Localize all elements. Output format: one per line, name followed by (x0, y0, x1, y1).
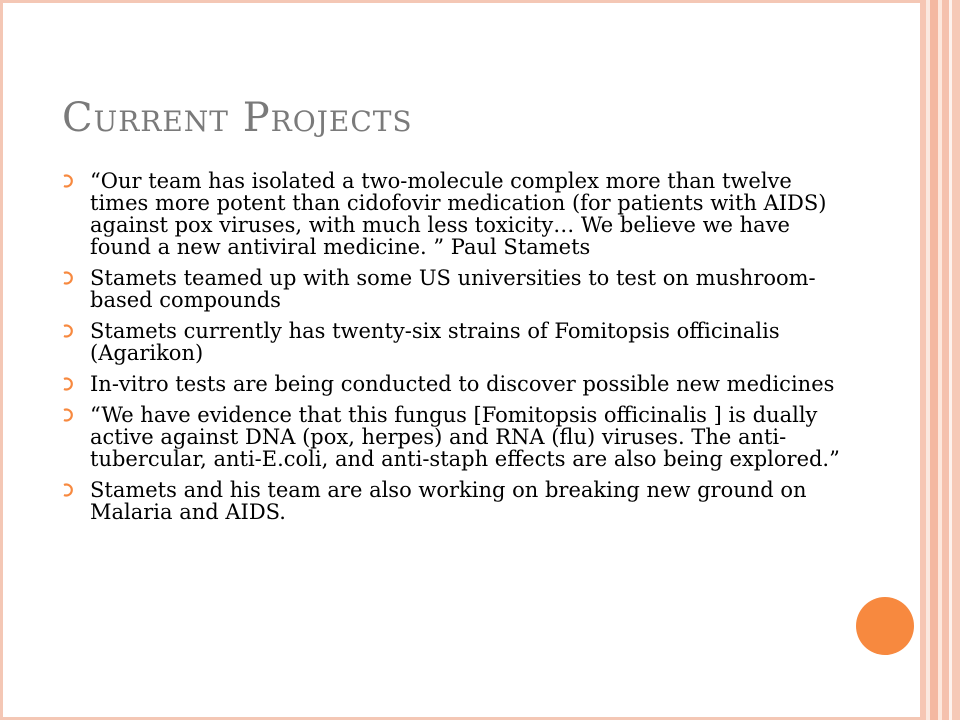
slide-title: Current Projects (62, 95, 413, 141)
orange-half-ring-icon (62, 173, 75, 189)
orange-half-ring-icon (62, 482, 75, 498)
bullet-item (62, 373, 842, 395)
bullet-text: Stamets teamed up with some US universities to test on mushroom-based compounds (90, 266, 816, 312)
stripe (930, 0, 938, 720)
bullet-text: Stamets and his team are also working on breaking new ground on Malaria and AIDS. (90, 478, 807, 524)
orange-half-ring-icon (62, 376, 75, 392)
bullet-item (62, 267, 842, 311)
bullet-list (62, 170, 842, 532)
stripe (942, 0, 949, 720)
slide-left-border (0, 0, 3, 720)
orange-half-ring-icon (62, 323, 75, 339)
orange-half-ring-icon (62, 407, 75, 423)
orange-circle-icon (856, 597, 914, 655)
bullet-text: “We have evidence that this fungus [Fomitopsis officinalis ] is dually active against DNA (pox, herpes) and RNA (flu) viruses. The anti-tubercular, anti-E.coli, and anti-staph effects are also being explored.” (90, 403, 840, 471)
orange-half-ring-icon (62, 270, 75, 286)
bullet-item (62, 479, 842, 523)
bullet-text: “Our team has isolated a two-molecule complex more than twelve times more potent than cidofovir medication (for patients with AIDS) against pox viruses, with much less toxicity… We believe we have found a new antiviral medicine. ” Paul Stamets (90, 169, 827, 259)
bullet-text: In-vitro tests are being conducted to discover possible new medicines (90, 372, 835, 396)
bullet-item (62, 170, 842, 258)
slide-top-border (0, 0, 920, 3)
bullet-item (62, 404, 842, 470)
stripe (952, 0, 960, 720)
bullet-text: Stamets currently has twenty-six strains of Fomitopsis officinalis (Agarikon) (90, 319, 780, 365)
bullet-item (62, 320, 842, 364)
